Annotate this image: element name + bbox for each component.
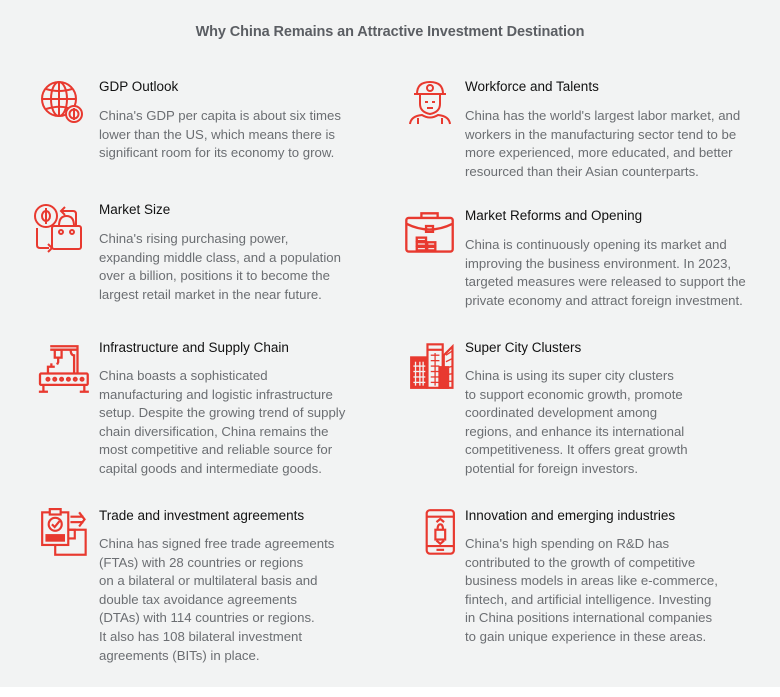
city-buildings-icon <box>405 340 463 390</box>
body-line: regions, and enhance its international <box>465 423 685 439</box>
item-heading: GDP Outlook <box>99 79 179 94</box>
item-body <box>99 230 341 304</box>
body-line: coordinated development among <box>465 405 658 421</box>
body-line: significant room for its economy to grow. <box>99 145 335 161</box>
item-heading: Infrastructure and Supply Chain <box>99 340 289 355</box>
body-line: expanding middle class, and a population <box>99 249 341 265</box>
body-line: contributed to the growth of competitive <box>465 554 696 570</box>
item-heading: Innovation and emerging industries <box>465 508 676 523</box>
body-line: targeted measures were released to support the <box>465 274 746 290</box>
body-line: (FTAs) with 28 countries or regions <box>99 554 304 570</box>
mobile-shopping-icon <box>414 508 472 558</box>
clipboard-check-shipping-icon <box>36 508 94 558</box>
item-body <box>99 535 334 665</box>
item-body <box>465 107 740 181</box>
worker-hardhat-icon <box>404 78 462 128</box>
body-line: China's high spending on R&D has <box>465 536 670 551</box>
body-line: China's GDP per capita is about six times <box>99 108 341 123</box>
body-line: to support economic growth, promote <box>465 386 683 402</box>
body-line: on a bilateral or multilateral basis and <box>99 573 318 589</box>
body-line: China boasts a sophisticated <box>99 368 268 383</box>
item-body <box>465 367 688 479</box>
body-line: resourced than their Asian counterparts. <box>465 163 699 179</box>
body-line: setup. Despite the growing trend of supply <box>99 405 346 421</box>
briefcase-coins-icon <box>404 208 462 258</box>
manufacturing-machine-icon <box>36 344 94 394</box>
body-line: agreements (BITs) in place. <box>99 647 260 663</box>
item-body <box>99 367 345 479</box>
body-line: lower than the US, which means there is <box>99 126 336 142</box>
item-heading: Trade and investment agreements <box>99 508 305 523</box>
body-line: capital goods and intermediate goods. <box>99 460 322 476</box>
body-line: in China positions international companies <box>465 610 713 626</box>
body-line: largest retail market in the near future. <box>99 286 322 302</box>
body-line: improving the business environment. In 2023, <box>465 255 732 271</box>
globe-currency-icon <box>34 78 92 128</box>
body-line: double tax avoidance agreements <box>99 591 297 607</box>
body-line: It also has 108 bilateral investment <box>99 628 303 644</box>
item-heading: Super City Clusters <box>465 340 582 355</box>
body-line: China's rising purchasing power, <box>99 231 289 246</box>
item-heading: Workforce and Talents <box>465 79 599 94</box>
item-body <box>465 236 746 310</box>
body-line: (DTAs) with 114 countries or regions. <box>99 610 315 626</box>
body-line: over a billion, positions it to become the <box>99 268 330 284</box>
body-line: manufacturing and logistic infrastructure <box>99 386 333 402</box>
body-line: workers in the manufacturing sector tend to be <box>465 126 737 142</box>
body-line: China is using its super city clusters <box>465 368 674 383</box>
item-heading: Market Size <box>99 202 171 217</box>
body-line: China has signed free trade agreements <box>99 536 335 551</box>
body-line: potential for foreign investors. <box>465 460 638 476</box>
item-body <box>99 107 341 163</box>
page-title: Why China Remains an Attractive Investment Destination <box>195 24 585 40</box>
body-line: China is continuously opening its market and <box>465 237 727 252</box>
item-heading: Market Reforms and Opening <box>465 208 643 223</box>
body-line: fintech, and artificial intelligence. Investing <box>465 591 712 607</box>
body-line: chain diversification, China remains the <box>99 423 329 439</box>
body-line: most competitive and reliable source for <box>99 442 333 458</box>
body-line: to gain unique experience in these areas. <box>465 628 707 644</box>
item-body <box>465 535 718 647</box>
body-line: more experienced, more educated, and better <box>465 145 733 161</box>
body-line: China has the world's largest labor market, and <box>465 108 741 123</box>
body-line: private economy and attract foreign investment. <box>465 292 743 308</box>
body-line: competitiveness. It offers great growth <box>465 442 688 458</box>
body-line: business models in areas like e-commerce, <box>465 573 718 589</box>
currency-shopping-bag-cycle-icon <box>30 202 88 252</box>
